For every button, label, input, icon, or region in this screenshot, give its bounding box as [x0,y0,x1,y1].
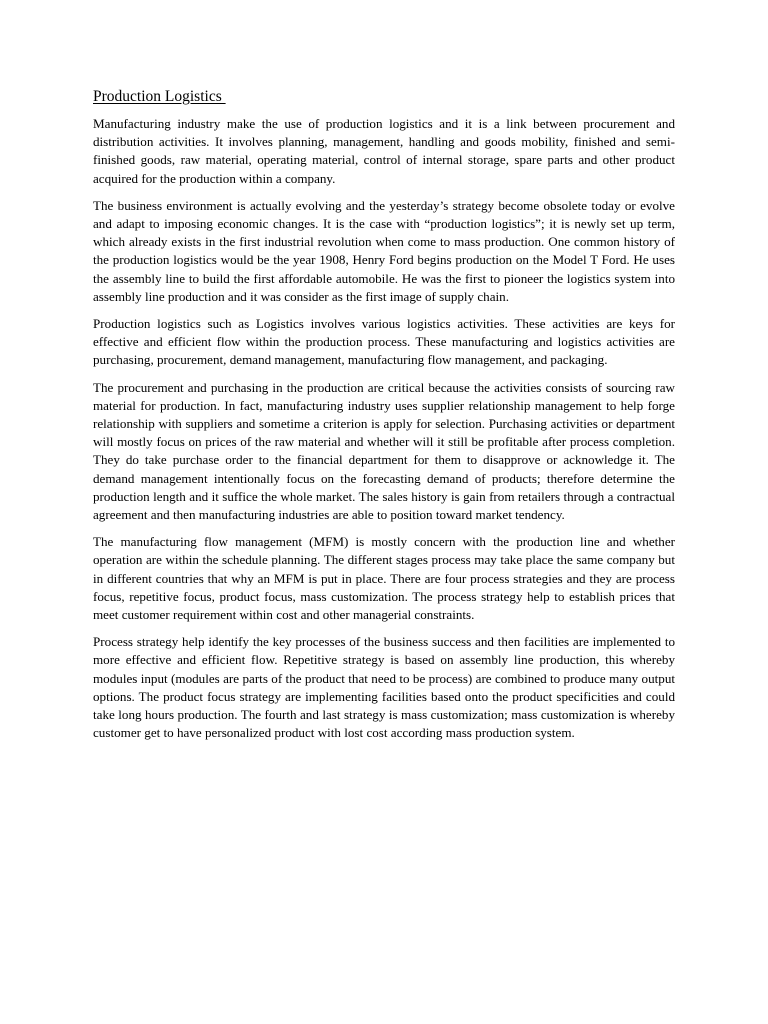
paragraph-procurement: The procurement and purchasing in the production are critical because the activities consists of sourcing raw material for production. In fact, manufacturing industry uses supplier relationship management to help forge relationship with suppliers and sometime a criterion is apply for selection. Purchasing activities or department will mostly focus on prices of the raw material and whether will it still be profitable after process completion. They do take purchase order to the financial department for them to disapprove or acknowledge it. The demand management intentionally focus on the forecasting demand of products; therefore determine the production length and it suffice the whole market. The sales history is gain from retailers through a contractual agreement and then manufacturing industries are able to position toward market tendency. [93,379,675,523]
paragraph-activities: Production logistics such as Logistics involves various logistics activities. These activities are keys for effective and efficient flow within the production process. These manufacturing and logistics activities are purchasing, procurement, demand management, manufacturing flow management, and packaging. [93,316,675,368]
paragraph-process-strategy: Process strategy help identify the key processes of the business success and then facilities are implemented to more effective and efficient flow. Repetitive strategy is based on assembly line production, this whereby modules input (modules are parts of the product that need to be process) are combined to produce many output options. The product focus strategy are implementing facilities based onto the product specificities and could take long hours production. The fourth and last strategy is mass customization; mass customization is whereby customer get to have personalized product with lost cost according mass production system. [93,634,675,741]
document-title: Production Logistics [93,88,226,105]
paragraph-history: The business environment is actually evolving and the yesterday’s strategy become obsolete today or evolve and adapt to imposing economic changes. It is the case with “production logistics”; it is newly set up term, which already exists in the first industrial revolution when come to mass production. One common history of the production logistics would be the year 1908, Henry Ford begins production on the Model T Ford. He uses the assembly line to build the first affordable automobile. He was the first to pioneer the logistics system into assembly line production and it was consider as the first image of supply chain. [93,197,675,304]
document-page [93,88,675,752]
paragraph-intro: Manufacturing industry make the use of production logistics and it is a link between procurement and distribution activities. It involves planning, management, handling and goods mobility, finished and semi-finished goods, raw material, operating material, control of internal storage, spare parts and other product acquired for the production within a company. [93,116,675,186]
paragraph-mfm: The manufacturing flow management (MFM) is mostly concern with the production line and whether operation are within the schedule planning. The different stages process may take place the same company but in different countries that why an MFM is put in place. There are four process strategies and they are process focus, repetitive focus, product focus, mass customization. The process strategy help to establish prices that meet customer requirement within cost and other managerial constraints. [93,534,675,623]
